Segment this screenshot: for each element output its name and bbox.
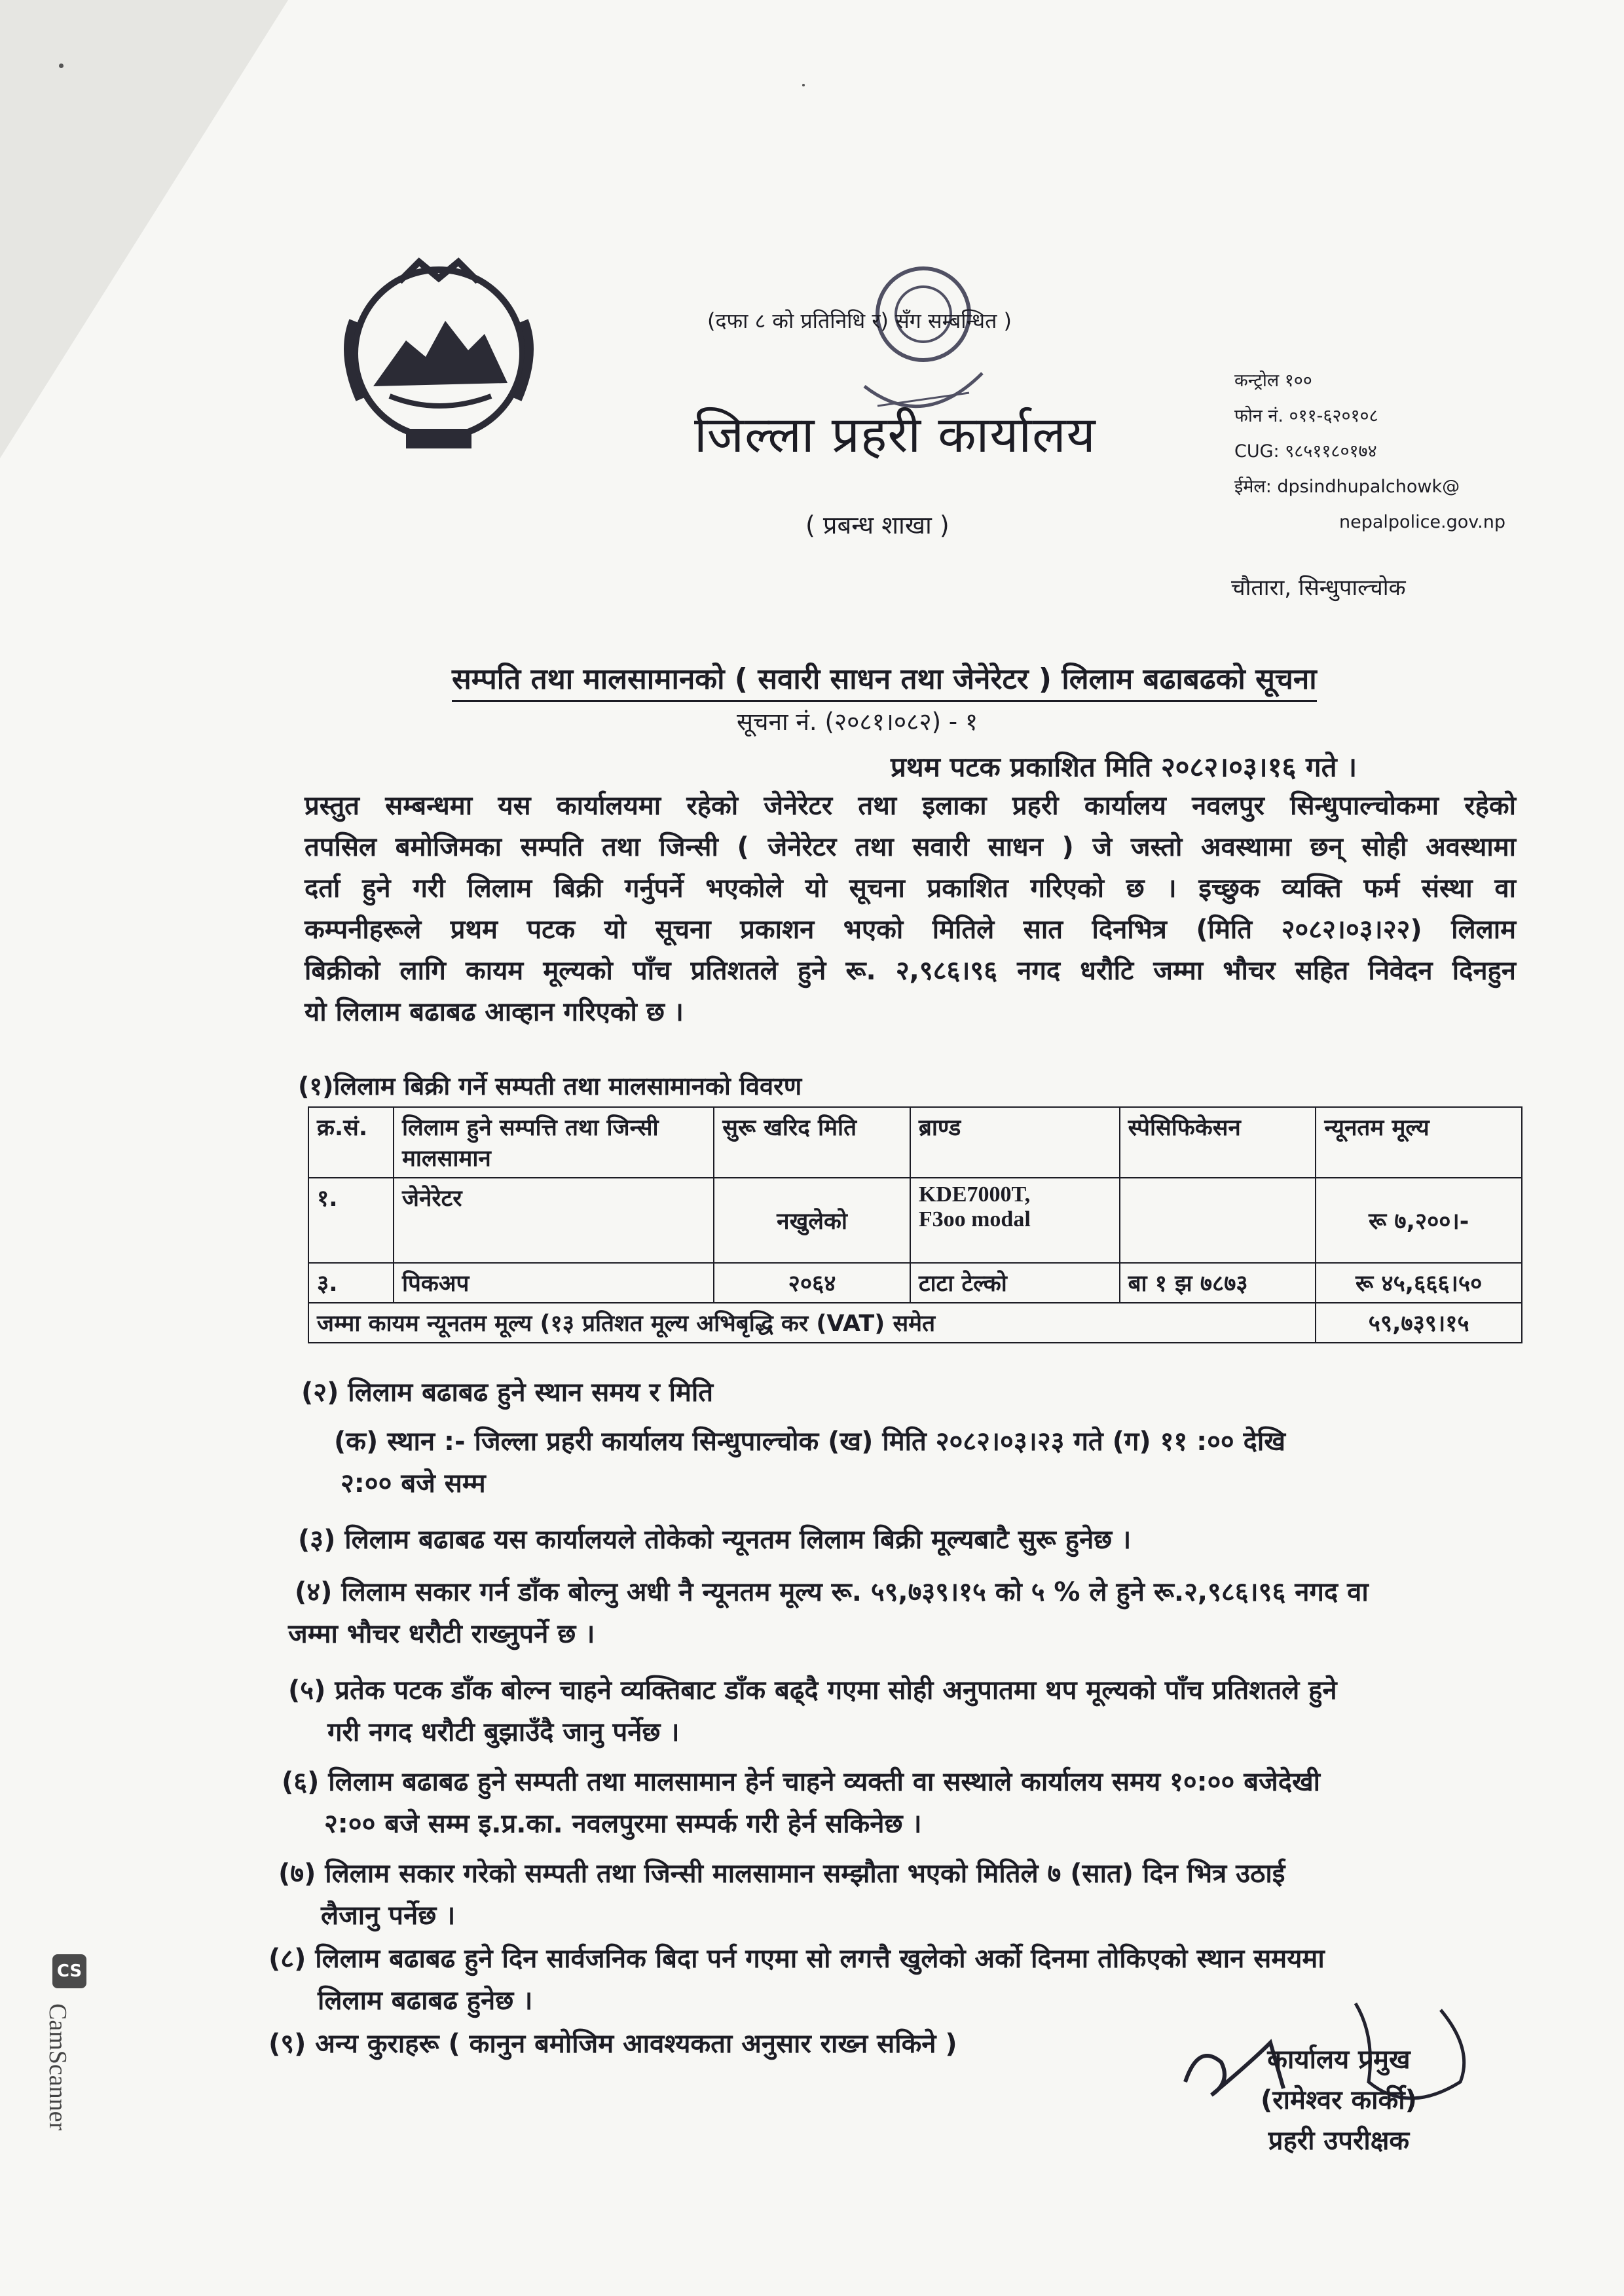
camscanner-watermark: CamScanner — [44, 2003, 71, 2131]
section-5-line: गरी नगद धरौटी बुझाउँदै जानु पर्नेछ । — [327, 1717, 680, 1747]
date-cell: नखुलेको — [714, 1178, 910, 1263]
price-cell: रू ७,२००।- — [1316, 1178, 1522, 1263]
signatory-role: कार्यालय प्रमुख — [1267, 2045, 1411, 2075]
brand-cell — [910, 1178, 1120, 1263]
header-cell: लिलाम हुने सम्पत्ति तथा जिन्सी मालसामान — [394, 1107, 714, 1178]
section-3: (३) लिलाम बढाबढ यस कार्यालयले तोकेको न्यूनतम लिलाम बिक्री मूल्यबाटै सुरू हुनेछ । — [298, 1525, 1132, 1555]
table-row — [308, 1178, 1522, 1263]
total-label: जम्मा कायम न्यूनतम मूल्य (१३ प्रतिशत मूल्य अभिबृद्धि कर (VAT) समेत — [308, 1303, 1316, 1343]
branch-name: ( प्रबन्ध शाखा ) — [805, 511, 950, 539]
brand-cell — [910, 1263, 1120, 1303]
auction-items-table — [308, 1106, 1522, 1343]
table-row — [308, 1263, 1522, 1303]
table-header-row — [308, 1107, 1522, 1178]
phone-number: फोन नं. ०११-६२०१०८ — [1234, 406, 1378, 426]
intro-line: बिक्रीको लागि कायम मूल्यको पाँच प्रतिशतले हुने रू. २,९८६।९६ नगद धरौटि जम्मा भौचर सहित निवेदन दिनहुन — [304, 956, 1516, 986]
serial-cell: १. — [308, 1178, 394, 1263]
table-heading: (१)लिलाम बिक्री गर्ने सम्पती तथा मालसामानको विवरण — [298, 1072, 802, 1101]
section-8-line: लिलाम बढाबढ हुनेछ । — [318, 1986, 533, 2016]
item-cell: पिकअप — [394, 1263, 714, 1303]
header-cell: न्यूनतम मूल्य — [1316, 1107, 1522, 1178]
serial-cell: ३. — [308, 1263, 394, 1303]
header-cell: ब्राण्ड — [910, 1107, 1120, 1178]
signatory-rank: प्रहरी उपरीक्षक — [1268, 2126, 1410, 2156]
total-value: ५९,७३९।१५ — [1316, 1303, 1522, 1343]
intro-line: तपसिल बमोजिमका सम्पति तथा जिन्सी ( जेनेरेटर तथा सवारी साधन ) जे जस्तो अवस्थामा छन् सोही अवस्थामा — [304, 832, 1516, 862]
first-published-date: प्रथम पटक प्रकाशित मिति २०८२।०३।१६ गते । — [891, 751, 1357, 783]
section-2-line: (क) स्थान :- जिल्ला प्रहरी कार्यालय सिन्धुपाल्चोक (ख) मिति २०८२।०३।२३ गते (ग) ११ :०० देखि — [334, 1427, 1285, 1457]
cug-number: CUG: ९८५११८०१७४ — [1234, 441, 1377, 462]
folded-corner — [0, 0, 288, 458]
email-line-1: ईमेल: dpsindhupalchowk@ — [1234, 477, 1460, 497]
section-8-line: (८) लिलाम बढाबढ हुने दिन सार्वजनिक बिदा पर्न गएमा सो लगत्तै खुलेको अर्को दिनमा तोकिएको स्थान समयमा — [268, 1944, 1325, 1974]
section-6-line: २:०० बजे सम्म इ.प्र.का. नवलपुरमा सम्पर्क गरी हेर्न सकिनेछ । — [324, 1809, 922, 1839]
header-cell: सुरू खरिद मिति — [714, 1107, 910, 1178]
header-cell: क्र.सं. — [308, 1107, 394, 1178]
date-cell: २०६४ — [714, 1263, 910, 1303]
section-7-line: लैजानु पर्नेछ । — [321, 1901, 456, 1931]
signature-block — [1261, 2039, 1417, 2161]
camscanner-logo-icon: CS — [52, 1954, 86, 1988]
speck — [59, 64, 64, 68]
office-name: जिल्ला प्रहरी कार्यालय — [694, 405, 1096, 464]
price-cell: रू ४५,६६६।५० — [1316, 1263, 1522, 1303]
nepal-emblem-icon — [327, 242, 550, 465]
section-6-line: (६) लिलाम बढाबढ हुने सम्पती तथा मालसामान हेर्न चाहने व्यक्ती वा सस्थाले कार्यालय समय १०:०० बजेदेखी — [282, 1767, 1321, 1797]
section-4-line: (४) लिलाम सकार गर्न डाँक बोल्नु अधी नै न्यूनतम मूल्य रू. ५९,७३९।१५ को ५ % ले हुने रू.२,९८६।९६ नगद वा — [295, 1577, 1369, 1607]
contact-block — [1234, 363, 1505, 540]
email-line-2: nepalpolice.gov.np — [1339, 512, 1505, 532]
spec-cell — [1120, 1178, 1316, 1263]
section-7-line: (७) लिलाम सकार गरेको सम्पती तथा जिन्सी मालसामान सम्झौता भएको मितिले ७ (सात) दिन भित्र उठाई — [278, 1859, 1285, 1889]
item-cell: जेनेरेटर — [394, 1178, 714, 1263]
speck — [802, 84, 805, 86]
section-2-line: २:०० बजे सम्म — [341, 1468, 486, 1499]
section-9: (९) अन्य कुराहरू ( कानुन बमोजिम आवश्यकता अनुसार राख्न सकिने ) — [268, 2029, 957, 2059]
control-number: कन्ट्रोल १०० — [1234, 371, 1312, 391]
brand-line: टाटा टेल्को — [918, 1271, 1007, 1297]
table-total-row — [308, 1303, 1522, 1343]
spec-cell: बा १ झ ७८७३ — [1120, 1263, 1316, 1303]
intro-line: दर्ता हुने गरी लिलाम बिक्री गर्नुपर्ने भएकोले यो सूचना प्रकाशित गरिएको छ । इच्छुक व्यक्ति फर्म संस्था वा — [304, 873, 1516, 903]
intro-line: प्रस्तुत सम्बन्धमा यस कार्यालयमा रहेको जेनेरेटर तथा इलाका प्रहरी कार्यालय नवलपुर सिन्धुपाल्चोकमा रहेको — [304, 791, 1516, 821]
section-5-line: (५) प्रतेक पटक डाँक बोल्न चाहने व्यक्तिबाट डाँक बढ्दै गएमा सोही अनुपातमा थप मूल्यको पाँच प्रतिशतले हुने — [288, 1675, 1337, 1705]
intro-line: यो लिलाम बढाबढ आव्हान गरिएको छ । — [304, 997, 684, 1027]
brand-line: KDE7000T, — [918, 1182, 1031, 1207]
intro-paragraph — [304, 786, 1516, 1033]
notice-number: सूचना नं. (२०८१।०८२) - १ — [737, 708, 978, 736]
section-2-title: (२) लिलाम बढाबढ हुने स्थान समय र मिति — [301, 1377, 714, 1408]
office-location: चौतारा, सिन्धुपाल्चोक — [1231, 575, 1406, 601]
notice-title: सम्पति तथा मालसामानको ( सवारी साधन तथा जेनेरेटर ) लिलाम बढाबढको सूचना — [452, 658, 1317, 702]
sub-heading: (दफा ८ को प्रतिनिधि र) सँग सम्बन्धित ) — [707, 308, 1012, 333]
header-cell: स्पेसिफिकेसन — [1120, 1107, 1316, 1178]
signatory-name: (रामेश्वर कार्की) — [1261, 2085, 1417, 2115]
brand-line: F3oo modal — [918, 1207, 1031, 1231]
section-4-line: जम्मा भौचर धरौटी राख्नुपर्ने छ । — [288, 1619, 595, 1649]
intro-line: कम्पनीहरूले प्रथम पटक यो सूचना प्रकाशन भएको मितिले सात दिनभित्र (मिति २०८२।०३।२२) लिलाम — [304, 915, 1516, 945]
